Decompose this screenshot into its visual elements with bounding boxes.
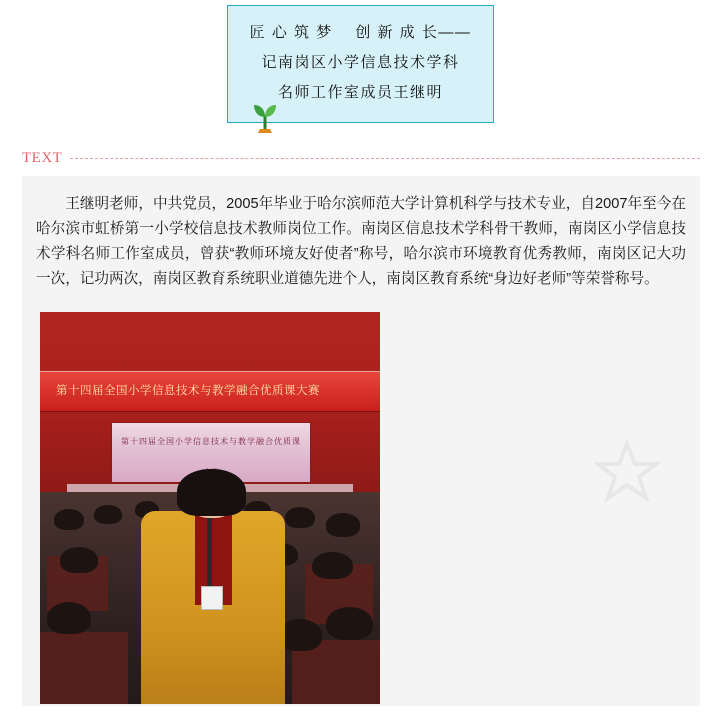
photo-lanyard [207, 516, 212, 587]
title-line-3: 名师工作室成员王继明 [277, 84, 443, 101]
section-divider [70, 158, 700, 159]
photo-teacher-portrait [135, 469, 291, 704]
sprout-icon [252, 99, 278, 135]
title-line-2: 记南岗区小学信息技术学科 [261, 54, 460, 71]
star-watermark-icon [594, 440, 660, 506]
title-line-1: 匠 心 筑 梦 创 新 成 长—— [249, 24, 472, 41]
photo-banner-text: 第十四届全国小学信息技术与教学融合优质课大赛 [40, 371, 380, 412]
photo-badge [201, 586, 223, 609]
conference-photo [40, 312, 380, 704]
photo-hair [177, 469, 246, 516]
photo-screen-text: 第十四届全国小学信息技术与教学融合优质课 [120, 436, 301, 446]
body-paragraph: 王继明老师，中共党员，2005年毕业于哈尔滨师范大学计算机科学与技术专业，自2007年至今在哈尔滨市虹桥第一小学校信息技术教师岗位工作。南岗区信息技术学科骨干教师，南岗区小学信息技术学科名师工作室成员，曾获“教师环境友好使者”称号，哈尔滨市环境教育优秀教师，南岗区记大功一次，记功两次，南岗区教育系统职业道德先进个人，南岗区教育系统“身边好老师”等荣誉称号。 [36, 196, 686, 287]
section-label-row [22, 146, 700, 170]
section-label: TEXT [22, 149, 63, 166]
